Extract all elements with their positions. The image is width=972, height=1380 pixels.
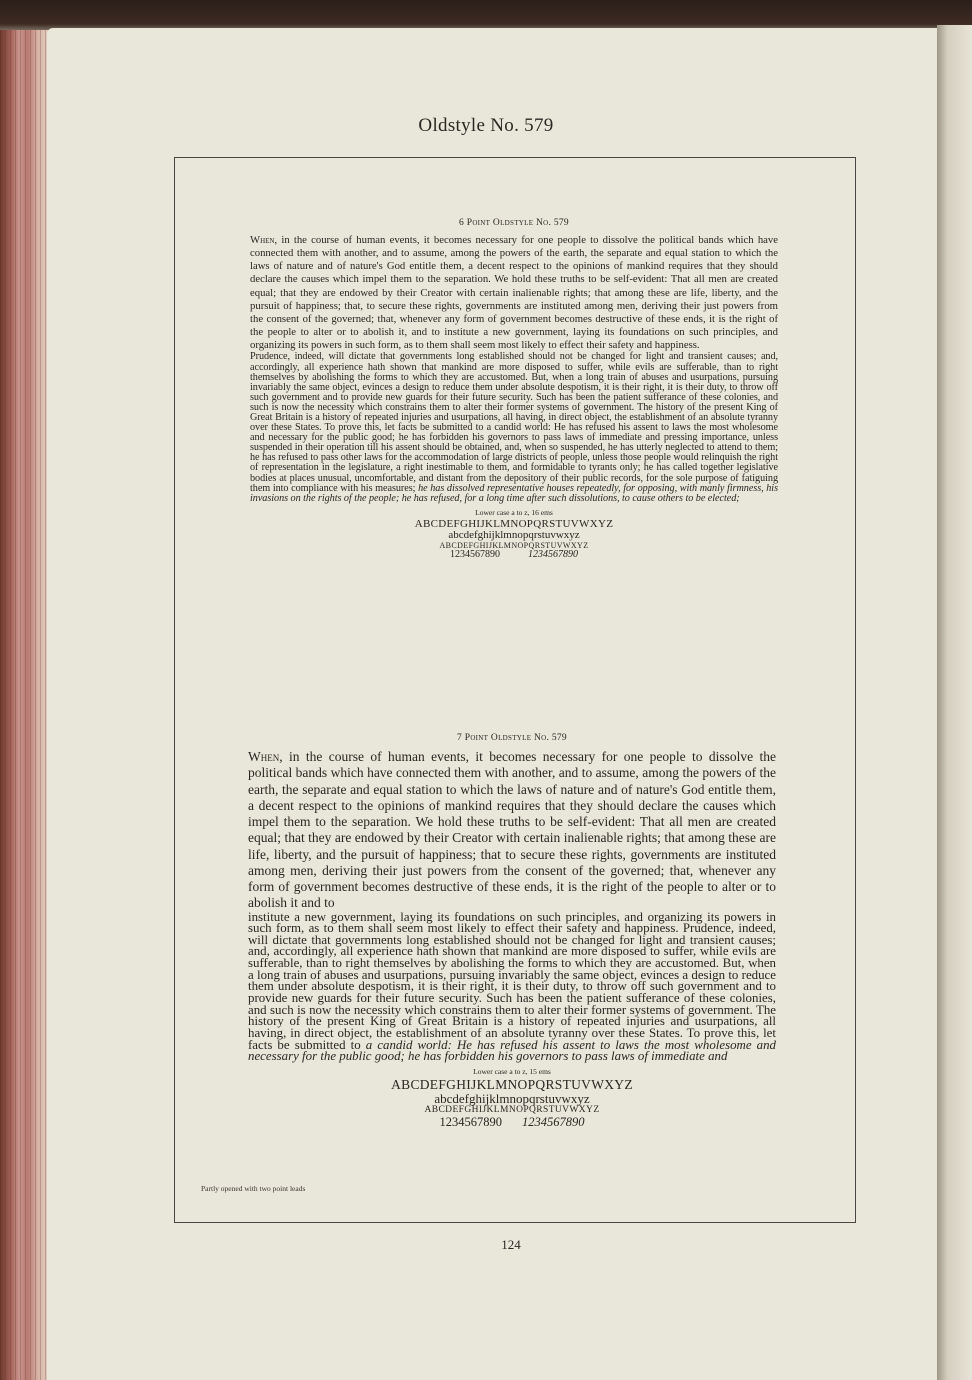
footnote: Partly opened with two point leads	[201, 1184, 306, 1193]
caps-alphabet: ABCDEFGHIJKLMNOPQRSTUVWXYZ	[414, 517, 614, 530]
italic-text: he has dissolved representative houses repeatedly, for opposing, with manly firmness, his invasions on the rights of the people; he has refused, for a long time after such dissolutions, to cause others to be elected;	[250, 482, 779, 504]
page-number: 124	[501, 1237, 521, 1252]
heading-tail: 579	[551, 218, 569, 228]
opened-paragraph	[248, 749, 776, 912]
lower-case-note: Lower case a to z, 15 ems	[473, 1067, 551, 1077]
figures-line	[250, 550, 778, 561]
heading-tail: 579	[549, 733, 567, 743]
page-title: Oldstyle No. 579	[418, 115, 554, 136]
opened-paragraph	[250, 234, 778, 352]
specimen-6-point	[250, 218, 778, 561]
specimen-heading	[250, 218, 778, 228]
italic-figures: 1234567890	[522, 1114, 585, 1129]
solid-text: Prudence, indeed, will dictate that governments long established should not be changed for light and transient causes; and, accordingly, all experience hath shown that mankind are more disposed to suffer, while evils are sufferable, than to right themselves by abolishing the forms to which they are accustomed. But, when a long train of abuses and usurpations, pursuing invariably the same object, evinces a design to reduce them under absolute despotism, it is their right, it is their duty, to throw off such government and to provide new guards for their future security. Such has been the patient sufferance of these colonies, and such is now the necessity which constrains them to alter their former systems of government. The history of the present King of Great Britain is a history of repeated injuries and usurpations, all having, in direct object, the establishment of an absolute tyranny over these States. To prove this, let facts be submitted to a candid world: He has refused his assent to laws the most wholesome and necessary for the public good; he has forbidden his governors to pass laws of immediate and pressing importance, unless suspended in their operation till his assent should be obtained, and, when so suspended, he has utterly neglected to attend to them; he has refused to pass other laws for the accommodation of large districts of people, unless those people would relinquish the right of representation in the legislature, a right inestimable to them, and formidable to tyrants only; he has called together legislative bodies at places unusual, uncomfortable, and distant from the depository of their public records, for the sole purpose of fatiguing them into compliance with his measures;	[250, 351, 778, 494]
figures: 1234567890	[450, 549, 500, 561]
small-caps-alphabet: ABCDEFGHIJKLMNOPQRSTUVWXYZ	[439, 540, 589, 550]
heading-number: 7	[457, 733, 465, 743]
opened-text: , in the course of human events, it becomes necessary for one people to dissolve the political bands which have connected them with another, and to assume, among the powers of the earth, the separate and equal station to which the laws of nature and of nature's God entitle them, a decent respect to the opinions of mankind requires that they should declare the causes which impel them to the separation. We hold these truths to be self-evident: That all men are created equal; that they are endowed by their Creator with certain inalienable rights; that among these are life, liberty, and the pursuit of happiness; that to secure these rights, governments are instituted among men, deriving their just powers from the consent of the governed; that, whenever any form of government becomes destructive of these ends, it is the right of the people to alter or to abolish it and to	[248, 749, 776, 911]
heading-label: Point Oldstyle No.	[466, 218, 552, 228]
caps-alphabet: ABCDEFGHIJKLMNOPQRSTUVWXYZ	[391, 1077, 633, 1093]
heading-label: Point Oldstyle No.	[464, 733, 550, 743]
facing-page-edge	[937, 25, 972, 1380]
solid-paragraph	[248, 909, 777, 1064]
heading-number: 6	[459, 218, 467, 228]
figures: 1234567890	[439, 1114, 502, 1129]
solid-paragraph	[250, 352, 778, 503]
solid-text: institute a new government, laying its foundations on such principles, and organizing its powers in such form, as to them shall seem most likely to effect their safety and happiness. Prudence, indeed, will dictate that governments long established should not be changed for light and transient causes; and, accordingly, all experience hath shown that mankind are more disposed to suffer, while evils are sufferable, than to right themselves by abolishing the forms to which they are accustomed. But, when a long train of abuses and usurpations, pursuing invariably the same object, evinces a design to reduce them under absolute despotism, it is their right, it is their duty, to throw off such government and to provide new guards for their future security. Such has been the patient sufferance of these colonies, and such is now the necessity which constrains them to alter their former systems of government. The history of the present King of Great Britain is a history of repeated injuries and usurpations, all having, in direct object, the establishment of an absolute tyranny over these States. To prove this, let facts be submitted to	[248, 909, 776, 1052]
lower-alphabet: abcdefghijklmnopqrstuvwxyz	[434, 1091, 590, 1107]
first-word: When	[250, 234, 275, 246]
small-caps-alphabet: ABCDEFGHIJKLMNOPQRSTUVWXYZ	[424, 1104, 600, 1115]
first-word: When	[248, 749, 280, 764]
italic-figures: 1234567890	[528, 549, 578, 561]
specimen-heading	[248, 733, 776, 743]
italic-text: a candid world: He has refused his assent to laws the most wholesome and necessary for the public good; he has forbidden his governors to pass laws of immediate and	[248, 1037, 777, 1064]
opened-text: , in the course of human events, it becomes necessary for one people to dissolve the political bands which have connected them with another, and to assume, among the powers of the earth, the separate and equal station to which the laws of nature and of nature's God entitle them, a decent respect to the opinions of mankind requires that they should declare the causes which impel them to the separation. We hold these truths to be self-evident: That all men are created equal; that they are endowed by their Creator with certain inalienable rights; that among these are life, liberty, and the pursuit of happiness; that, to secure these rights, governments are instituted among men, deriving their just powers from the consent of the governed; that, whenever any form of government becomes destructive of these ends, it is the right of the people to alter or to abolish it, and to institute a new government, laying its foundations on such principles, and organizing its powers in such form, as to them shall seem most likely to effect their safety and happiness.	[250, 234, 778, 352]
specimen-7-point	[248, 733, 776, 1129]
lower-case-note: Lower case a to z, 16 ems	[475, 507, 553, 517]
lower-alphabet: abcdefghijklmnopqrstuvwxyz	[448, 529, 580, 542]
figures-line	[248, 1116, 776, 1129]
